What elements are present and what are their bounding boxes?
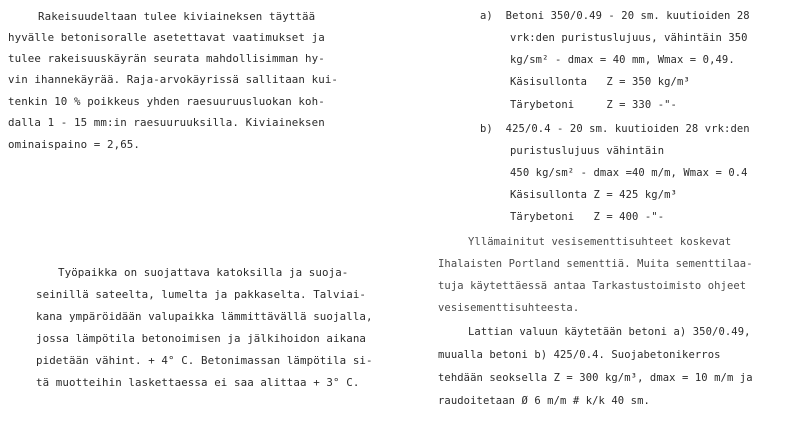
text-line: a) Betoni 350/0.49 - 20 sm. kuutioiden 28 bbox=[480, 10, 750, 22]
text-line: Rakeisuudeltaan tulee kiviaineksen täyttää bbox=[38, 10, 316, 23]
text-line: hyvälle betonisoralle asetettavat vaatimukset ja bbox=[8, 31, 325, 44]
text-line: Yllämainitut vesisementtisuhteet koskevat bbox=[468, 236, 732, 248]
text-line: b) 425/0.4 - 20 sm. kuutioiden 28 vrk:den bbox=[480, 123, 750, 135]
text-line: raudoitetaan Ø 6 m/m # k/k 40 sm. bbox=[438, 395, 650, 407]
text-line: kana ympäröidään valupaikka lämmittävällä suojalla, bbox=[36, 310, 373, 323]
text-line: tenkin 10 % poikkeus yhden raesuuruusluokan koh- bbox=[8, 95, 325, 108]
text-line: Tärybetoni Z = 330 -"- bbox=[510, 99, 677, 111]
text-line: vin ihannekäyrää. Raja-arvokäyrissä sallitaan kui- bbox=[8, 73, 339, 86]
text-line: Tärybetoni Z = 400 -"- bbox=[510, 211, 665, 223]
text-line: vrk:den puristuslujuus, vähintäin 350 bbox=[510, 32, 748, 44]
text-line: tulee rakeisuuskäyrän seurata mahdollisimman hy- bbox=[8, 52, 325, 65]
text-line: Käsisullonta Z = 350 kg/m³ bbox=[510, 76, 690, 88]
text-line: pidetään vähint. + 4° C. Betonimassan lämpötila si- bbox=[36, 354, 373, 367]
text-line: vesisementtisuhteesta. bbox=[438, 302, 580, 314]
text-line: tä muotteihin laskettaessa ei saa alittaa + 3° C. bbox=[36, 376, 360, 389]
text-line: Ihalaisten Portland sementtiä. Muita sementtilaa- bbox=[438, 258, 753, 270]
text-line: Työpaikka on suojattava katoksilla ja suoja- bbox=[58, 266, 349, 279]
text-line: seinillä sateelta, lumelta ja pakkaselta. Talviai- bbox=[36, 288, 367, 301]
text-line: kg/sm² - dmax = 40 mm, Wmax = 0,49. bbox=[510, 54, 735, 66]
text-line: 450 kg/sm² - dmax =40 m/m, Wmax = 0.4 bbox=[510, 167, 748, 179]
text-line: dalla 1 - 15 mm:in raesuuruuksilla. Kiviaineksen bbox=[8, 116, 325, 129]
text-line: puristuslujuus vähintäin bbox=[510, 145, 665, 157]
text-line: muualla betoni b) 425/0.4. Suojabetonikerros bbox=[438, 349, 721, 361]
text-line: Lattian valuun käytetään betoni a) 350/0.49, bbox=[468, 326, 751, 338]
text-line: tuja käytettäessä antaa Tarkastustoimisto ohjeet bbox=[438, 280, 747, 292]
text-line: Käsisullonta Z = 425 kg/m³ bbox=[510, 189, 677, 201]
text-line: jossa lämpötila betonoimisen ja jälkihoidon aikana bbox=[36, 332, 367, 345]
text-line: ominaispaino = 2,65. bbox=[8, 138, 141, 151]
text-line: tehdään seoksella Z = 300 kg/m³, dmax = 10 m/m ja bbox=[438, 372, 753, 384]
